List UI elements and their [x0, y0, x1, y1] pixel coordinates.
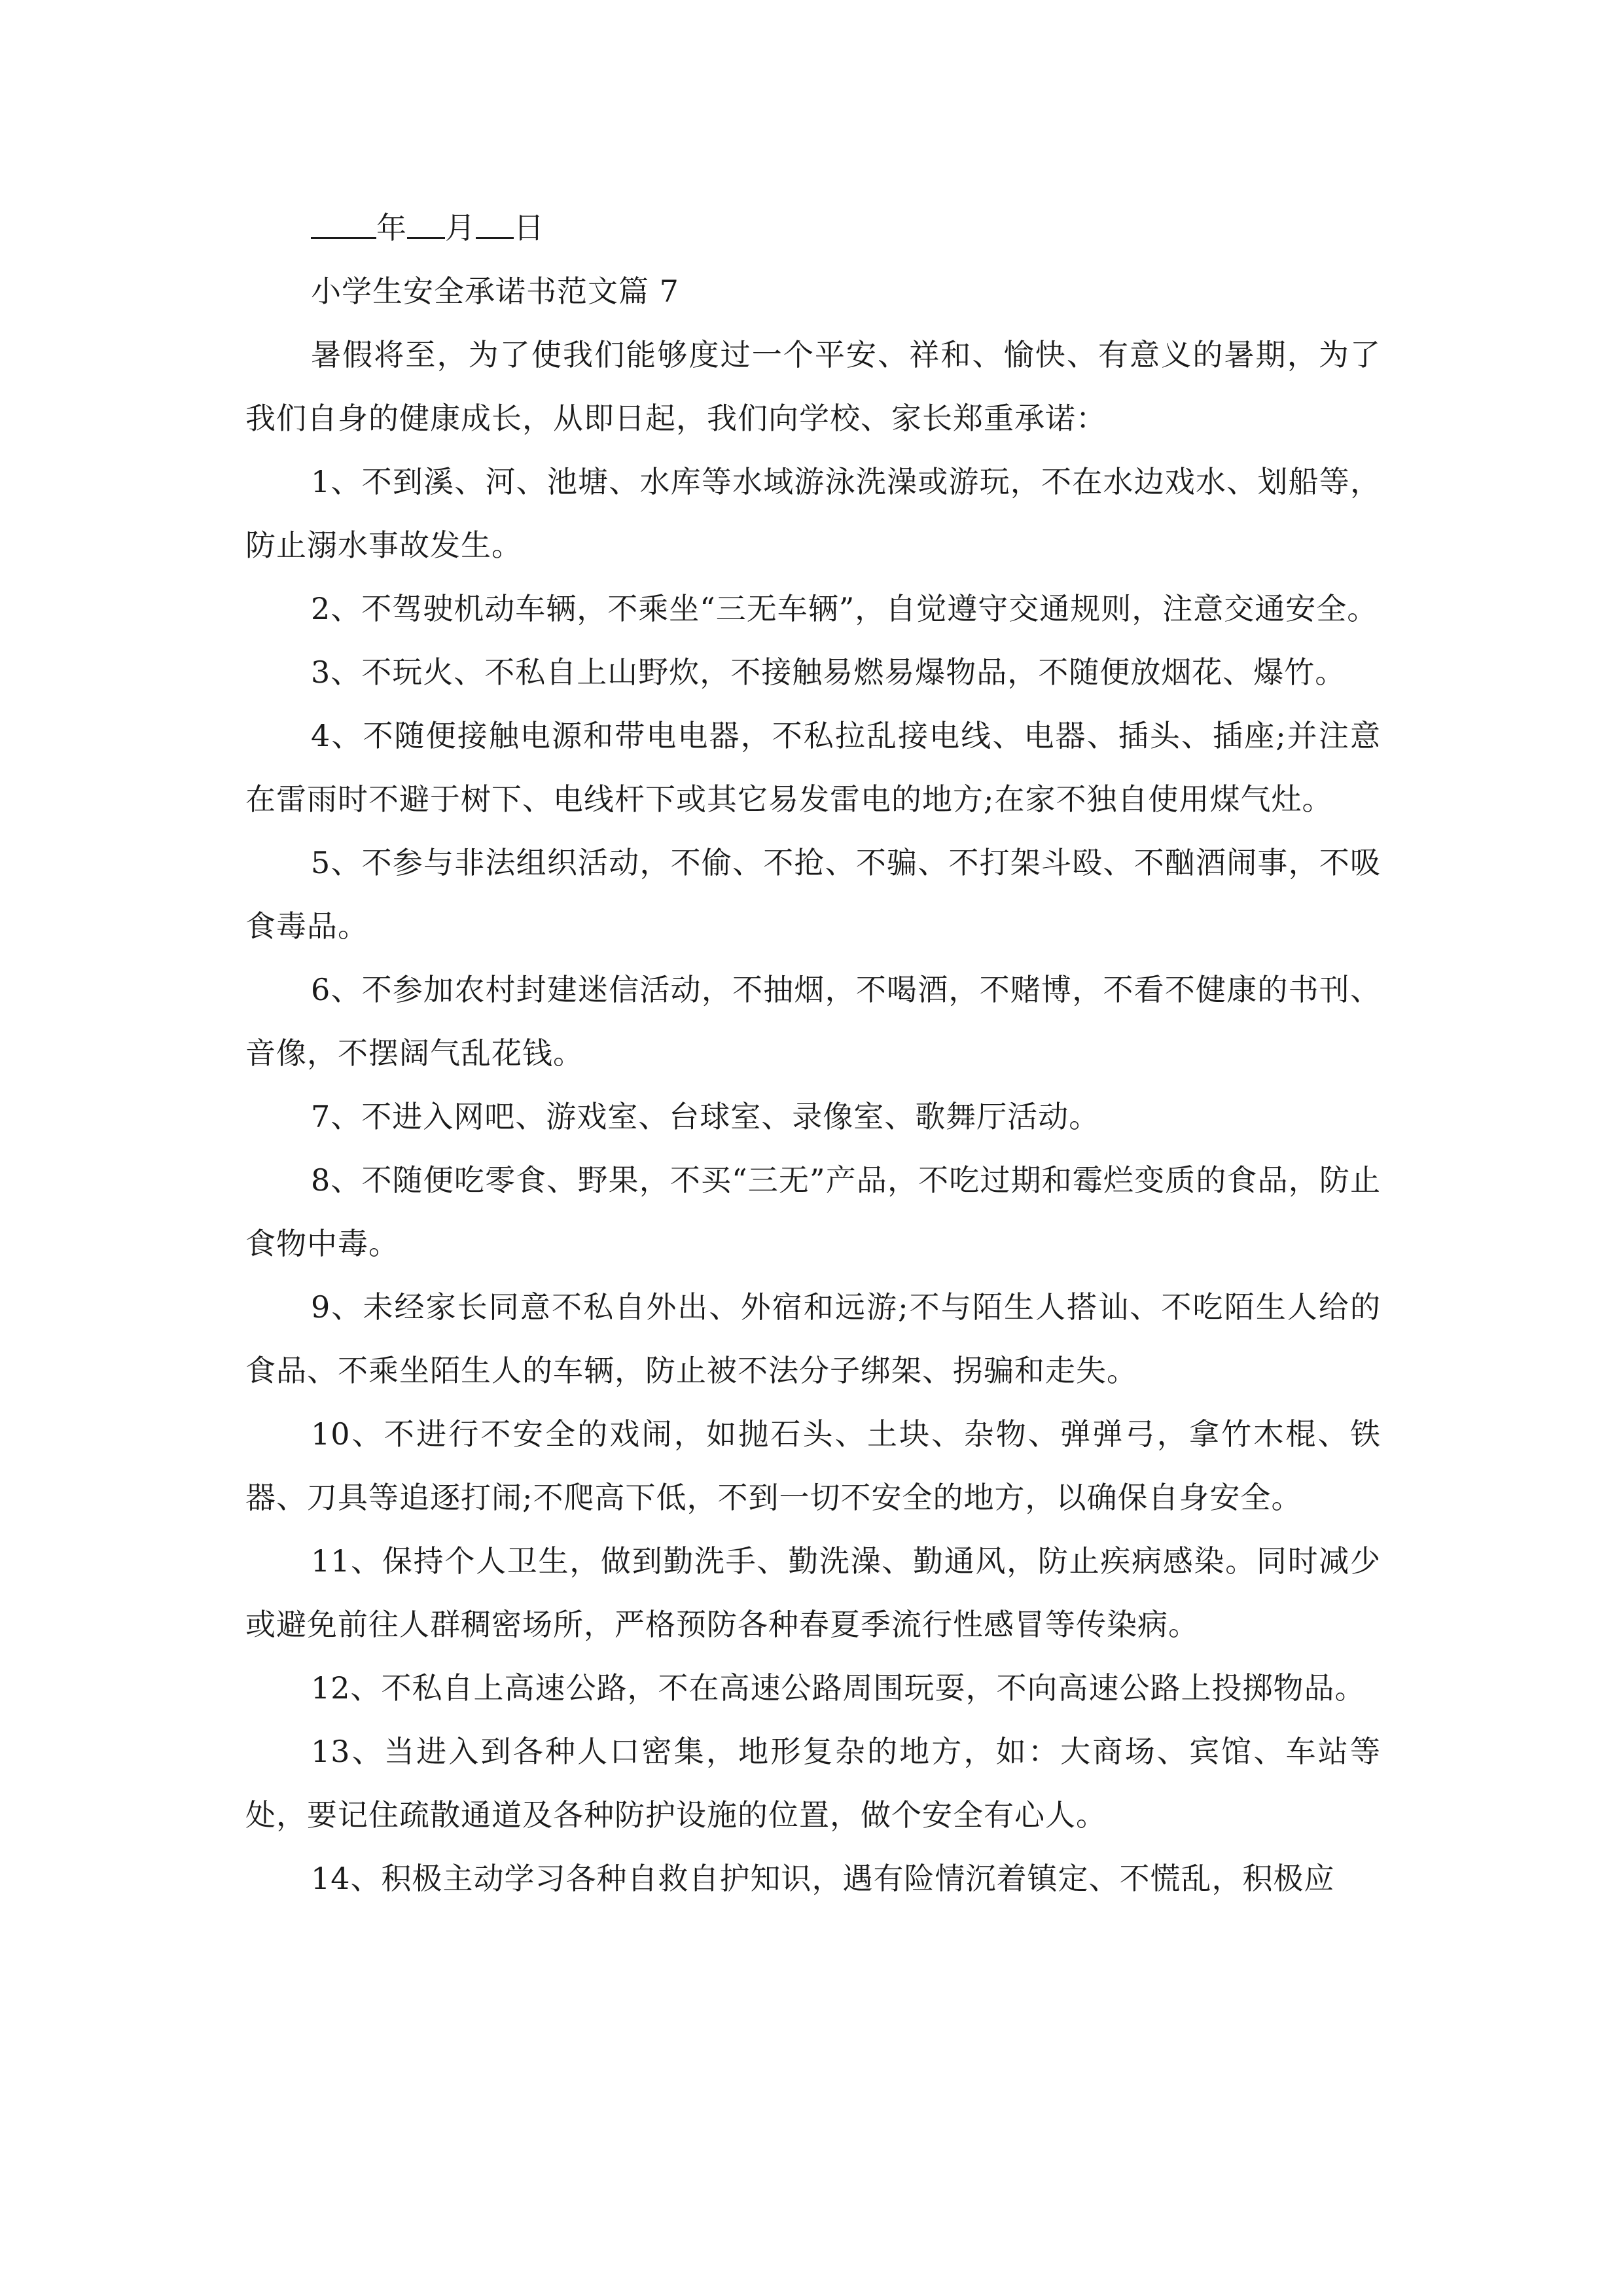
- day-label: 日: [514, 210, 544, 245]
- paragraph-item-1: 1、不到溪、河、池塘、水库等水域游泳洗澡或游玩，不在水边戏水、划船等，防止溺水事故发生。: [245, 464, 1381, 563]
- paragraph-item-6: 6、不参加农村封建迷信活动，不抽烟，不喝酒，不赌博，不看不健康的书刊、音像，不摆阔气乱花钱。: [245, 972, 1381, 1071]
- document-body: [245, 196, 1381, 1910]
- month-blank: [407, 196, 445, 239]
- paragraph-item-5: 5、不参与非法组织活动，不偷、不抢、不骗、不打架斗殴、不酗酒闹事，不吸食毒品。: [245, 845, 1381, 944]
- date-line: [245, 196, 1381, 260]
- paragraph-item-7: 7、不进入网吧、游戏室、台球室、录像室、歌舞厅活动。: [311, 1099, 1100, 1134]
- paragraph-item-3: 3、不玩火、不私自上山野炊，不接触易燃易爆物品，不随便放烟花、爆竹。: [311, 655, 1346, 690]
- paragraph-item-11: 11、保持个人卫生，做到勤洗手、勤洗澡、勤通风，防止疾病感染。同时减少或避免前往人群稠密场所，严格预防各种春夏季流行性感冒等传染病。: [245, 1543, 1381, 1642]
- paragraph-item-9: 9、未经家长同意不私自外出、外宿和远游;不与陌生人搭讪、不吃陌生人给的食品、不乘坐陌生人的车辆，防止被不法分子绑架、拐骗和走失。: [245, 1289, 1381, 1388]
- paragraph-item-13: 13、当进入到各种人口密集，地形复杂的地方，如：大商场、宾馆、车站等处，要记住疏散通道及各种防护设施的位置，做个安全有心人。: [245, 1734, 1381, 1833]
- year-label: 年: [376, 210, 407, 245]
- paragraph-item-14: 14、积极主动学习各种自救自护知识，遇有险情沉着镇定、不慌乱，积极应: [311, 1861, 1335, 1896]
- section-heading: 小学生安全承诺书范文篇 7: [311, 274, 679, 309]
- paragraph-item-10: 10、不进行不安全的戏闹，如抛石头、土块、杂物、弹弹弓，拿竹木棍、铁器、刀具等追逐打闹;不爬高下低，不到一切不安全的地方，以确保自身安全。: [245, 1416, 1381, 1515]
- paragraph-item-8: 8、不随便吃零食、野果，不买“三无”产品，不吃过期和霉烂变质的食品，防止食物中毒。: [245, 1162, 1381, 1261]
- paragraph-item-12: 12、不私自上高速公路，不在高速公路周围玩耍，不向高速公路上投掷物品。: [311, 1670, 1366, 1706]
- day-blank: [476, 196, 514, 239]
- year-blank: [311, 196, 376, 239]
- paragraph-item-2: 2、不驾驶机动车辆，不乘坐“三无车辆”，自觉遵守交通规则，注意交通安全。: [311, 591, 1378, 626]
- paragraph-intro: 暑假将至，为了使我们能够度过一个平安、祥和、愉快、有意义的暑期，为了我们自身的健康成长，从即日起，我们向学校、家长郑重承诺：: [245, 337, 1381, 436]
- month-label: 月: [445, 210, 476, 245]
- paragraph-item-4: 4、不随便接触电源和带电电器，不私拉乱接电线、电器、插头、插座;并注意在雷雨时不避于树下、电线杆下或其它易发雷电的地方;在家不独自使用煤气灶。: [245, 718, 1381, 817]
